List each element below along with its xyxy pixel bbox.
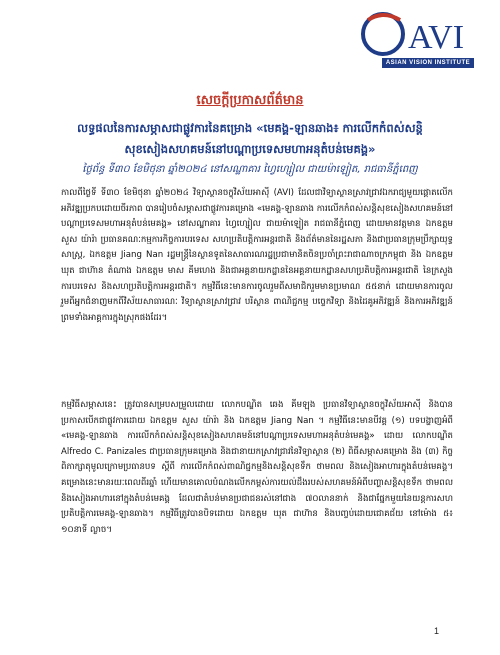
document-type: សេចក្តីប្រកាសព័ត៌មាន	[196, 93, 304, 108]
logo-text: AVI	[408, 19, 465, 56]
page-number: 1	[434, 626, 440, 636]
body-paragraph-1: កាលពីថ្ងៃទី ទី៣០ ខែមិថុនា ឆ្នាំ២០២៤ វិទ្យាស្ថានចក្ខុវិស័យអាស៊ី (AVI) ដែលជាវិទ្យាស្ថានស្រាវជ្រាវឯករាជ្យមួយផ្តោតលើកអភិវឌ្ឍប្រកបដោយចីរភាព បានរៀបចំសម្ភាសជាផ្លូវការគម្រោង «មេគង្គ-ឡានឆាង ការលើកកំពស់សន្តិសុខសៀងសហគមន៍នៅបណ្តាប្រទេសមហាអនុតំបន់មេគង្គ» នៅសណ្ឋាគារ ហ្វៃហ្សៀល ជាយម៉ាឡៀត រាជធានីភ្នំពេញ ដោយមានវត្តមាន ឯកឧត្តម សួស យ៉ារ៉ា ប្រធានគណៈកម្មការកិច្ចការបរទេស សហប្រតិបត្តិការអន្តរជាតិ និងព័ត៌មាននៃរដ្ឋសភា និងជាប្រធានក្រុមប្រឹក្សាយុទ្ធសាស្ត្រ, ឯកឧត្តម Jiang Nan រដ្ឋមន្ត្រីនៃស្ថានទូតនៃសាធារណរដ្ឋប្រជាមានិតចិនប្រចាំព្រះរាជាណាចក្រកម្ពុជា និង ឯកឧត្តម ឃុត ជាហ៊ាន តំណាង ឯកឧត្តម មាស គីមហេង និងជាអគ្គនាយកដ្ឋាននៃអគ្គនាយកដ្ឋានសហប្រតិបត្តិការអន្តរជាតិ នៃក្រសួងការបរទេស និងសហប្រតិបត្តិការអន្តរជាតិ។ កម្មវិធីនេះមានការចូលរួមពីសមាជិករួមមានប្រមាណ ៥៥នាក់ ដោយមានការចូលរួមពីអ្នកជំនាញមកពីវិស័យសាធារណៈ វិទ្យាស្ថានស្រាវជ្រាវ បរិស្ថាន ពាណិជ្ជកម្ម បច្ចេកវិទ្យា និងដៃគូអភិវឌ្ឍន៍ និងការអភិវឌ្ឍន៍ ព្រមទាំងអាគ្គការក្នុងស្រុកផងដែរ។	[61, 188, 453, 323]
org-name: ASIAN VISION INSTITUTE	[382, 58, 474, 68]
press-release-title: លទ្ធផលនៃការសម្ភាសជាផ្លូវការនៃគម្រោង «មេគង្គ-ឡានឆាង៖ ការលើកកំពស់សន្តិសុខសៀងសហគមន៍នៅបណ្តាប្រទេសមហាអនុតំបន់មេគង្គ»	[77, 121, 423, 156]
date-location: ថ្ងៃព័ន្ធ ទី៣០ ខែមិថុនា ឆ្នាំ២០២៤ នៅសណ្ឋាគារ ហ្វៃហ្សៀល ជាយម៉ាឡៀត, រាជធានីភ្នំពេញ	[82, 164, 418, 175]
body-paragraph-2: កម្មវិធីសម្ភាសនេះ ត្រូវបានសម្របសម្រួលដោយ លោកបណ្ឌិត ឆេង គីមឡុង ប្រធានវិទ្យាស្ថានចក្ខុវិស័យអាស៊ី និងបានប្រកាសបើកជាផ្លូវការដោយ ឯកឧត្តម សួស យ៉ារ៉ា និង ឯកឧត្តម Jiang Nan ។ កម្មវិធីនេះមានបីវគ្គ (១) បទបង្ហាញអំពី «មេគង្គ-ឡានឆាង ការលើកកំពស់សន្តិសុខសៀងសហគមន៍នៅបណ្តាប្រទេសមហាអនុតំបន់មេគង្គ» ដោយ លោកបណ្ឌិត Alfredo C. Panizales ជាប្រធានក្រុមគម្រោង និងជានាយកស្រាវជ្រាវនៃវិទ្យាស្ថាន (២) ពិធីសម្ភាសគម្រោង និង (៣) កិច្ចពិភាក្សាតុមូលក្រោមប្រធានបទ ស្តីពី ការលើកកំពស់ពាណិជ្ជកម្មនិងសន្តិសុខទឹក ថាមពល និងសៀងអាហារក្នុងតំបន់មេគង្គ។ គម្រោងនេះមានរយៈពេលពីរឆ្នាំ ហើយមានគោលបំណងលើកកម្ពស់ការយល់ដឹងរបស់សហគមន៍អំពីបញ្ហាសន្តិសុខទឹក ថាមពល និងសៀងអាហារនៅក្នុងតំបន់មេគង្គ ដែលជាតំបន់មានប្រជាជនរស់នៅជាង ៧០លាននាក់ និងជាផ្នែកមួយនៃយន្តការសហប្រតិបត្តិការមេគង្គ-ឡានឆាង។ កម្មវិធីត្រូវបានបិទដោយ ឯកឧត្តម ឃុត ជាហ៊ាន និងបញ្ចប់ដោយជោគជ័យ នៅម៉ោង ៥៖១០នាទី ល្ងាច។	[61, 400, 453, 535]
